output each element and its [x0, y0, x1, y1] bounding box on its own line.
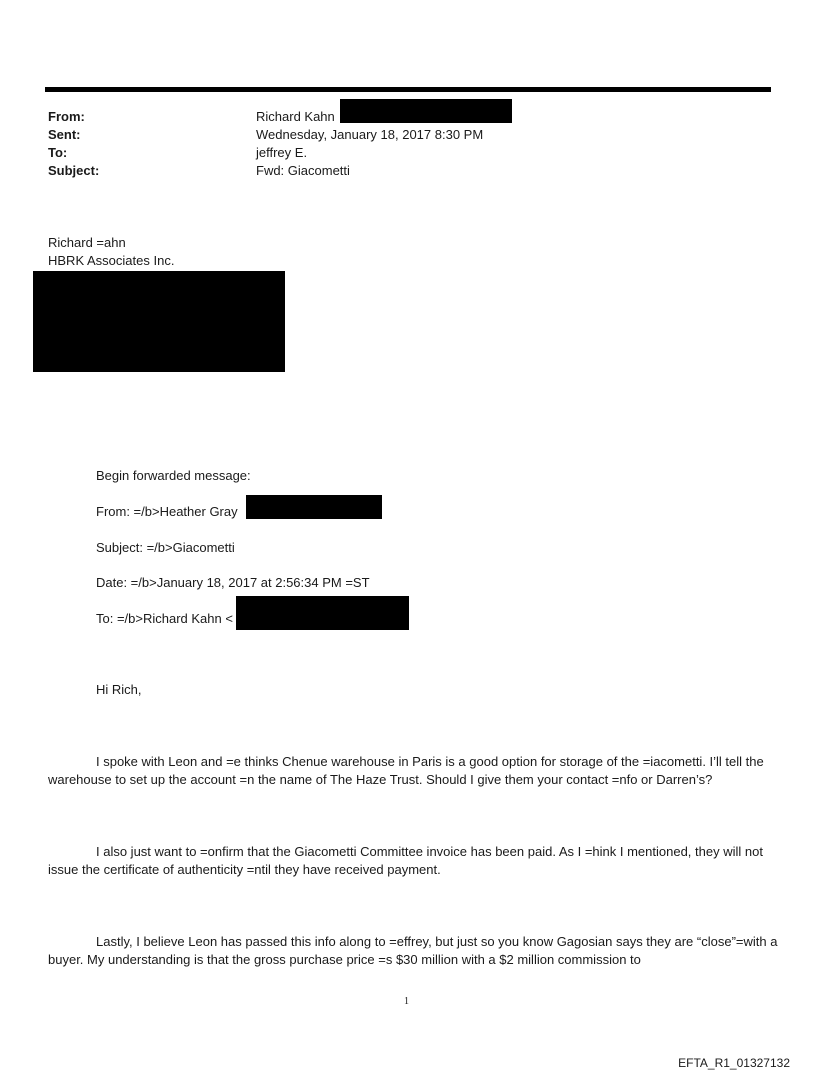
signature-name: Richard =ahn: [48, 235, 126, 250]
header-rule: [45, 87, 771, 92]
redaction-from-email: [340, 99, 512, 123]
sent-value: Wednesday, January 18, 2017 8:30 PM: [256, 127, 484, 142]
bates-number: EFTA_R1_01327132: [678, 1056, 790, 1070]
forwarded-to: To: =/b>Richard Kahn <: [96, 611, 233, 626]
body-paragraph-1: [48, 753, 778, 789]
to-label: To:: [48, 145, 68, 160]
from-value: Richard Kahn: [256, 109, 335, 124]
forwarded-from: From: =/b>Heather Gray: [96, 504, 238, 519]
body-paragraph-3-text: Lastly, I believe Leon has passed this info along to =effrey, but just so you know Gagosian says they are “close”=with a buyer. My understanding is that the gross purchase price =s $30 million with a $2 million commission to: [48, 934, 778, 967]
redaction-forwarded-to-email: [236, 596, 409, 630]
signature-company: HBRK Associates Inc.: [48, 253, 175, 268]
body-paragraph-2: [48, 843, 778, 879]
sent-label: Sent:: [48, 127, 81, 142]
page-number: 1: [404, 996, 409, 1007]
to-value: jeffrey E.: [256, 145, 308, 160]
redaction-signature-block: [33, 271, 285, 372]
subject-label: Subject:: [48, 163, 100, 178]
greeting: Hi Rich,: [96, 682, 142, 697]
forwarded-subject: Subject: =/b>Giacometti: [96, 540, 235, 555]
body-paragraph-1-text: I spoke with Leon and =e thinks Chenue warehouse in Paris is a good option for storage of the =iacometti. I’ll tell the warehouse to set up the account =n the name of The Haze Trust. Should I give them your contact =nfo or Darren’s?: [48, 754, 764, 787]
forwarded-date: Date: =/b>January 18, 2017 at 2:56:34 PM =ST: [96, 575, 370, 590]
body-paragraph-2-text: I also just want to =onfirm that the Giacometti Committee invoice has been paid. As I =hink I mentioned, they will not issue the certificate of authenticity =ntil they have received payment.: [48, 844, 763, 877]
subject-value: Fwd: Giacometti: [256, 163, 350, 178]
forwarded-intro: Begin forwarded message:: [96, 468, 251, 483]
from-label: From:: [48, 109, 85, 124]
redaction-forwarded-from-email: [246, 495, 382, 519]
body-paragraph-3: [48, 933, 778, 969]
